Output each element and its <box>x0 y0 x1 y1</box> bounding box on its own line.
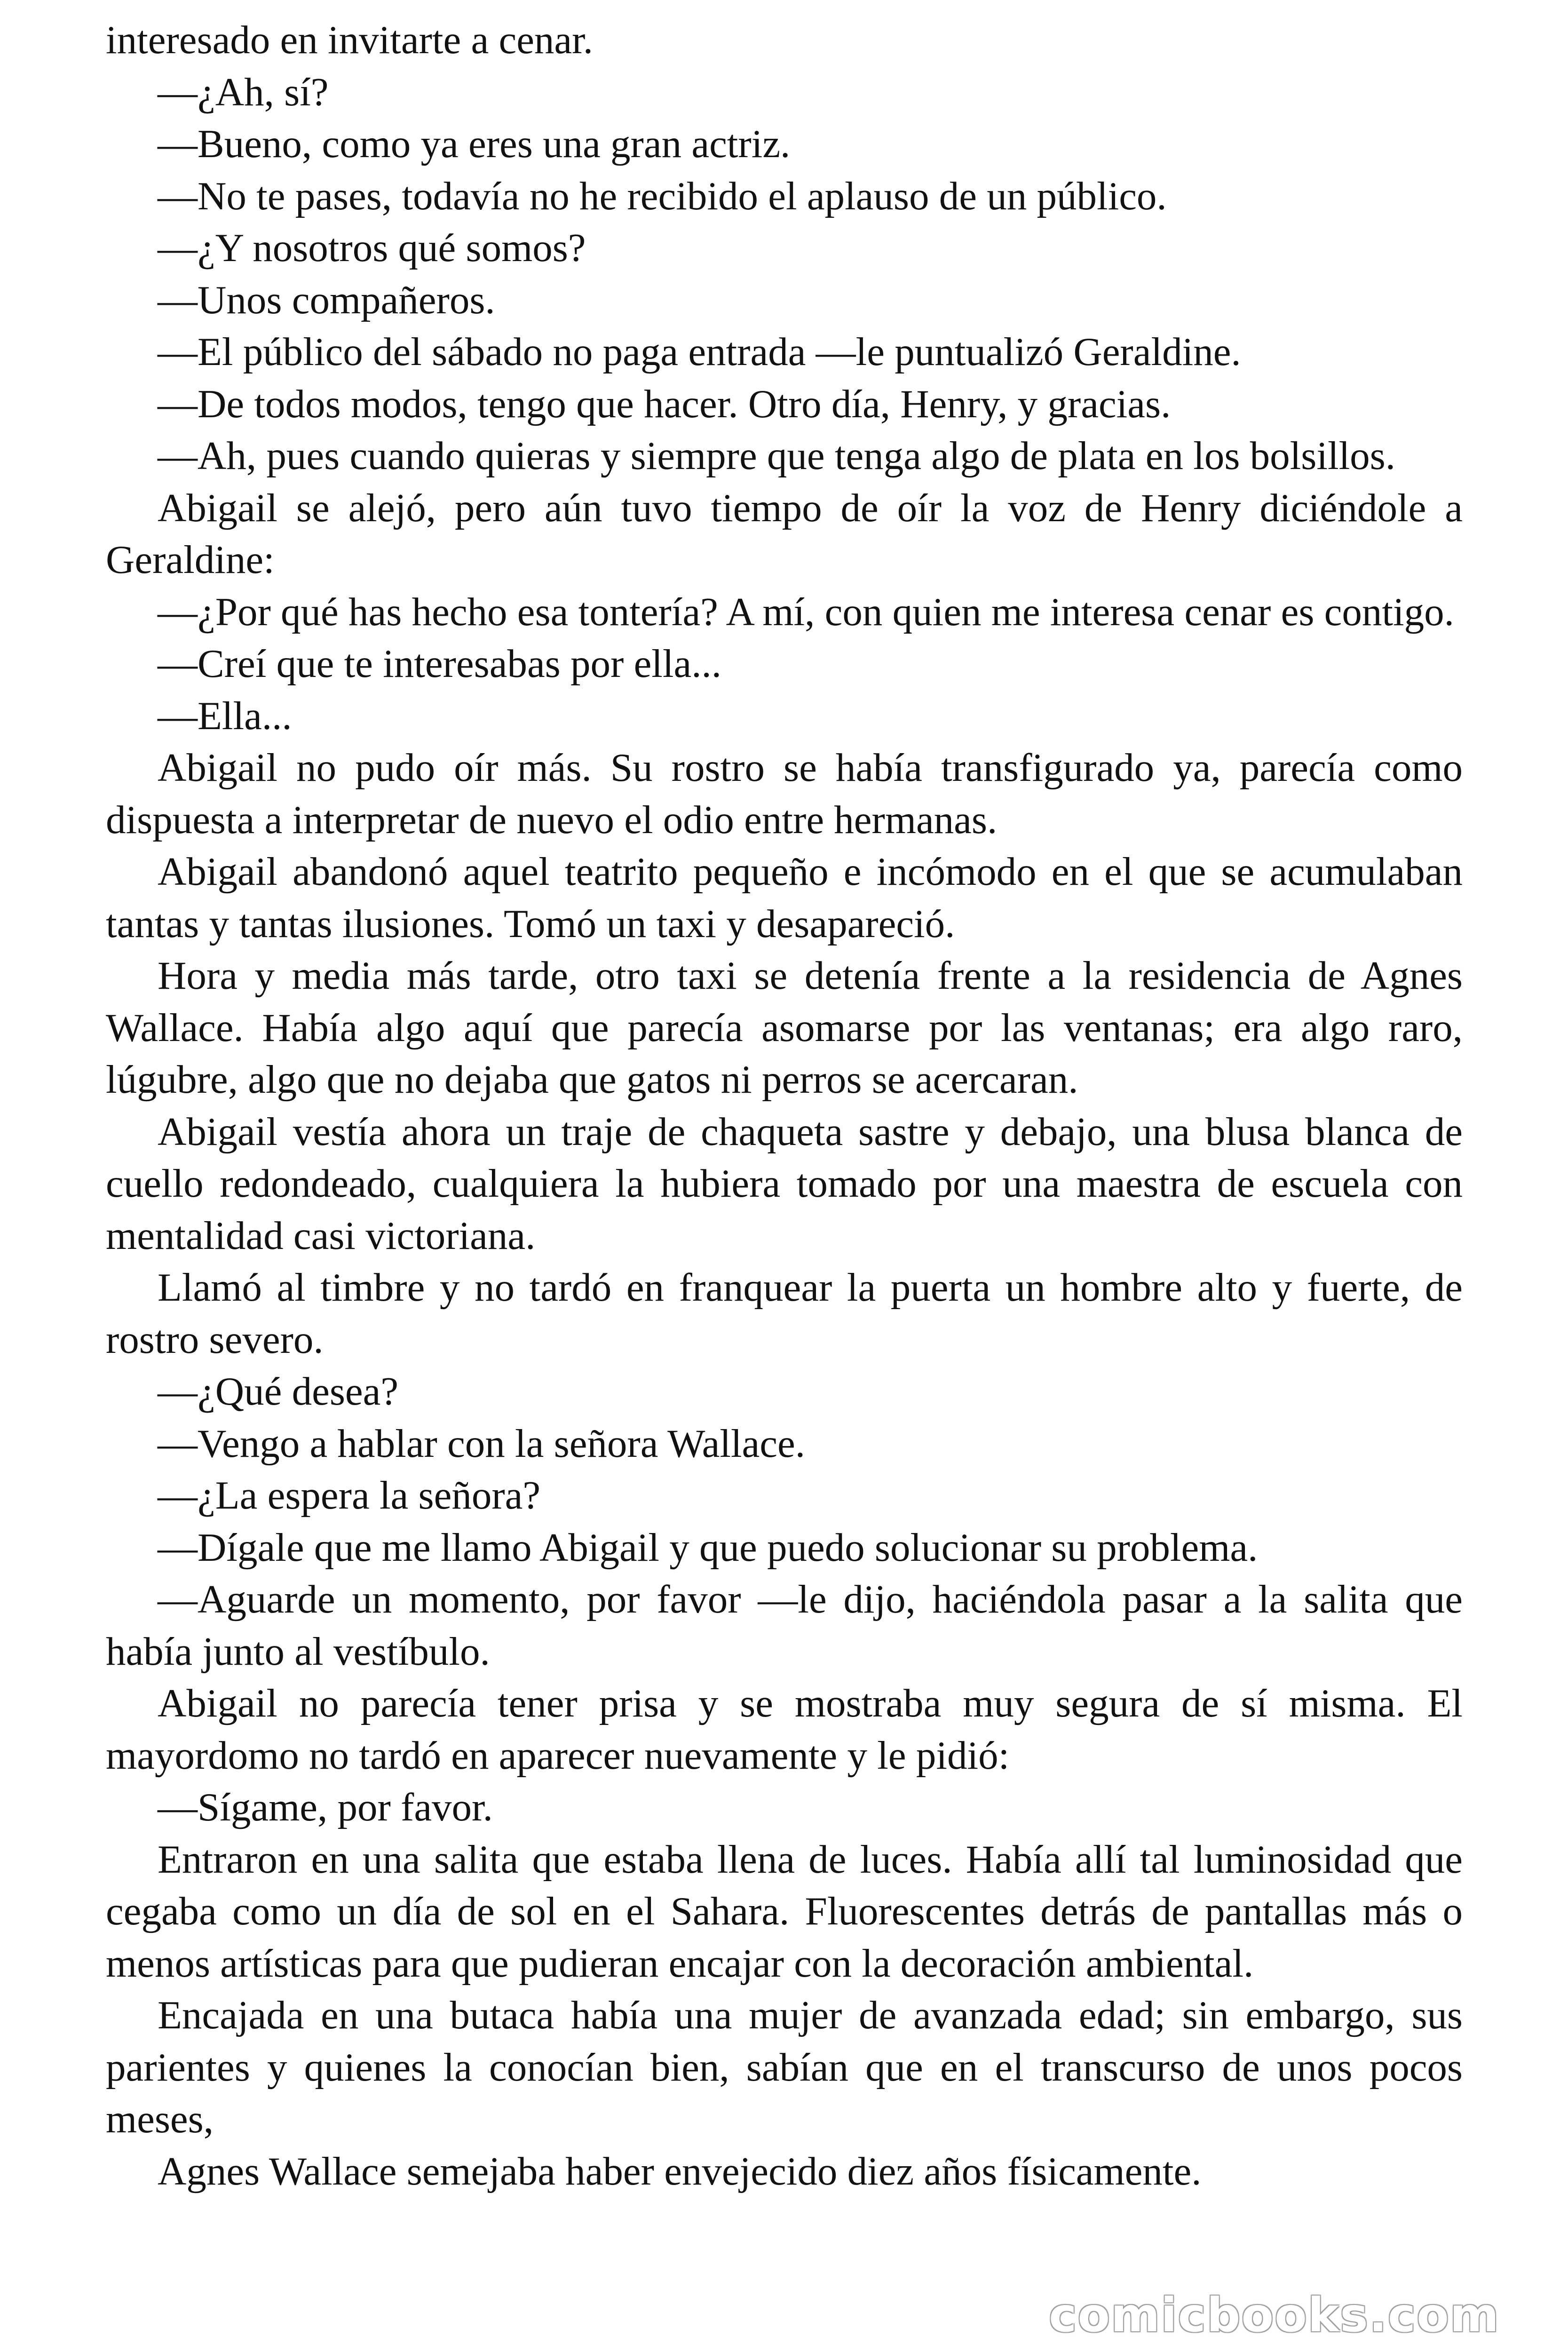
paragraph: —¿Qué desea? <box>158 1369 399 1414</box>
paragraph: —¿Y nosotros qué somos? <box>158 226 586 270</box>
paragraph: —El público del sábado no paga entrada —le puntualizó Geraldine. <box>158 330 1241 374</box>
paragraph: —Aguarde un momento, por favor —le dijo, haciéndola pasar a la salita que había junto al vestíbulo. <box>106 1577 1463 1674</box>
paragraph: —¿Ah, sí? <box>158 70 329 114</box>
paragraph: —Vengo a hablar con la señora Wallace. <box>158 1421 805 1466</box>
paragraph: —¿La espera la señora? <box>158 1473 541 1518</box>
paragraph: —Creí que te interesabas por ella... <box>158 642 722 686</box>
paragraph: —De todos modos, tengo que hacer. Otro día, Henry, y gracias. <box>158 381 1171 426</box>
paragraph: Hora y media más tarde, otro taxi se detenía frente a la residencia de Agnes Wallace. Había algo aquí que parecía asomarse por las ventanas; era algo raro, lúgubre, algo que no dejaba que gatos ni perros se acercaran. <box>106 954 1463 1102</box>
paragraph: —Bueno, como ya eres una gran actriz. <box>158 122 791 166</box>
paragraph: Encajada en una butaca había una mujer de avanzada edad; sin embargo, sus parientes y quienes la conocían bien, sabían que en el transcurso de unos pocos meses, <box>106 1993 1463 2141</box>
paragraph: —Ah, pues cuando quieras y siempre que tenga algo de plata en los bolsillos. <box>158 434 1396 478</box>
paragraph: —Ella... <box>158 693 292 738</box>
paragraph: interesado en invitarte a cenar. <box>106 18 594 62</box>
paragraph: Abigail no pudo oír más. Su rostro se había transfigurado ya, parecía como dispuesta a interpretar de nuevo el odio entre hermanas. <box>106 746 1463 842</box>
paragraph: —Unos compañeros. <box>158 278 495 322</box>
paragraph: Abigail vestía ahora un traje de chaqueta sastre y debajo, una blusa blanca de cuello redondeado, cualquiera la hubiera tomado por una maestra de escuela con mentalidad casi victoriana. <box>106 1109 1463 1258</box>
paragraph: Abigail se alejó, pero aún tuvo tiempo de oír la voz de Henry diciéndole a Geraldine: <box>106 485 1463 582</box>
page-body <box>106 14 1463 2197</box>
watermark: comicbooks.com <box>1049 2288 1500 2343</box>
paragraph: —Dígale que me llamo Abigail y que puedo solucionar su problema. <box>158 1525 1258 1570</box>
paragraph: Agnes Wallace semejaba haber envejecido diez años físicamente. <box>158 2149 1202 2193</box>
paragraph: Abigail abandonó aquel teatrito pequeño e incómodo en el que se acumulaban tantas y tantas ilusiones. Tomó un taxi y desapareció. <box>106 850 1463 946</box>
paragraph: —No te pases, todavía no he recibido el aplauso de un público. <box>158 174 1167 218</box>
paragraph: Entraron en una salita que estaba llena de luces. Había allí tal luminosidad que cegaba como un día de sol en el Sahara. Fluorescentes detrás de pantallas más o menos artísticas para que pudieran encajar con la decoración ambiental. <box>106 1837 1463 1986</box>
paragraph: Llamó al timbre y no tardó en franquear la puerta un hombre alto y fuerte, de rostro severo. <box>106 1265 1463 1362</box>
paragraph: —Sígame, por favor. <box>158 1785 493 1829</box>
paragraph: —¿Por qué has hecho esa tontería? A mí, con quien me interesa cenar es contigo. <box>158 589 1454 634</box>
paragraph: Abigail no parecía tener prisa y se mostraba muy segura de sí misma. El mayordomo no tardó en aparecer nuevamente y le pidió: <box>106 1681 1463 1778</box>
